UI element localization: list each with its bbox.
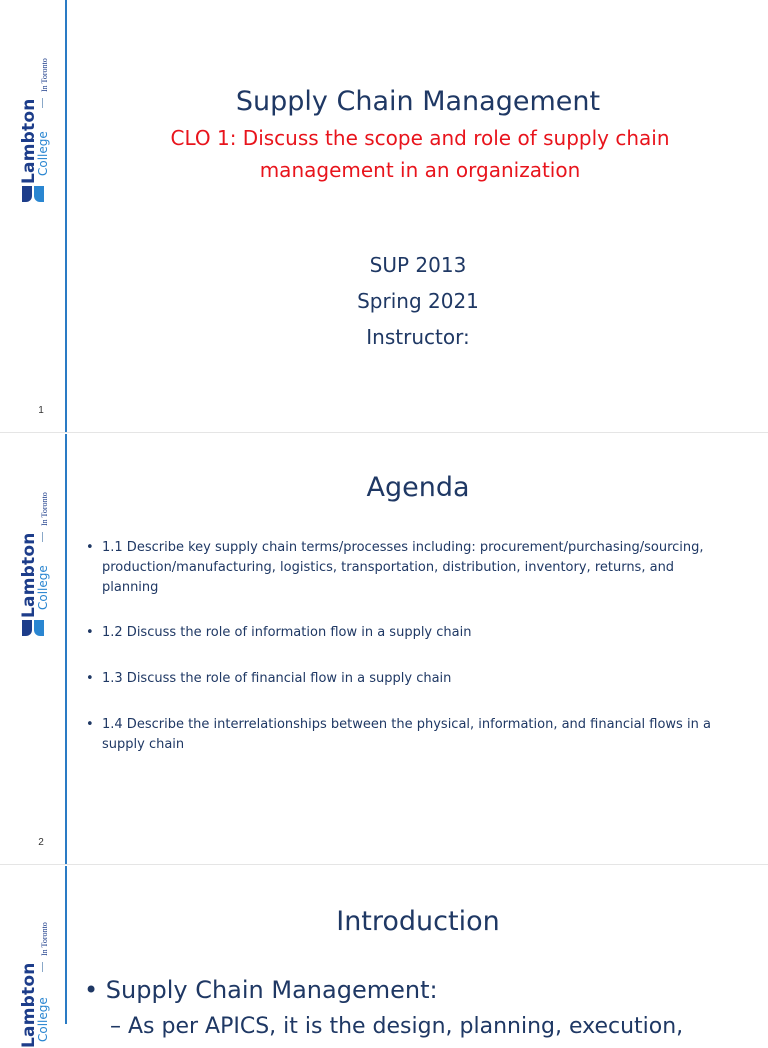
clo-subtitle: CLO 1: Discuss the scope and role of supply chain management in an organization <box>140 122 700 186</box>
agenda-item-text: 1.4 Describe the interrelationships between the physical, information, and financial flows in a supply chain <box>102 715 726 755</box>
logo-sub-text: College <box>36 997 50 1042</box>
logo-sub-text: College <box>36 565 50 610</box>
slide-2 <box>0 434 768 864</box>
slide-separator <box>0 432 768 433</box>
bullet-icon: • <box>86 623 94 643</box>
logo-divider <box>42 962 43 972</box>
logo-sub-text: College <box>36 131 50 176</box>
slide-1 <box>0 0 768 432</box>
slide-1-title: Supply Chain Management <box>68 86 768 117</box>
slide-3-title: Introduction <box>68 906 768 937</box>
logo-location-text: In Toronto <box>40 58 49 92</box>
slide-separator <box>0 864 768 865</box>
course-code: SUP 2013 <box>68 247 768 283</box>
intro-bullet <box>84 976 438 1004</box>
agenda-item-4 <box>86 715 726 757</box>
bullet-icon: • <box>86 669 94 689</box>
logo-divider <box>42 532 43 542</box>
logo-brand-text: Lambton <box>19 99 39 185</box>
agenda-item-text: 1.1 Describe key supply chain terms/processes including: procurement/purchasing/sourcing, production/manufacturing, logistics, transportation, distribution, inventory, returns, and planning <box>102 538 726 598</box>
bullet-icon: • <box>84 976 98 1004</box>
intro-bullet-text: Supply Chain Management: <box>106 976 438 1004</box>
lambton-college-logo <box>14 434 54 644</box>
agenda-item-text: 1.2 Discuss the role of information flow in a supply chain <box>102 623 726 643</box>
agenda-item-1 <box>86 538 726 600</box>
slide-2-title: Agenda <box>68 472 768 503</box>
intro-sub-bullet: – As per APICS, it is the design, planning, execution, <box>110 1014 683 1039</box>
slide-3 <box>0 866 768 1024</box>
logo-brand-text: Lambton <box>19 963 39 1048</box>
slide-number: 2 <box>30 837 52 848</box>
lambton-college-logo <box>14 0 54 210</box>
course-term: Spring 2021 <box>68 283 768 319</box>
agenda-item-text: 1.3 Discuss the role of financial flow in a supply chain <box>102 669 726 689</box>
logo-location-text: In Toronto <box>40 922 49 956</box>
instructor-label: Instructor: <box>68 319 768 355</box>
slide-number: 1 <box>30 405 52 416</box>
logo-divider <box>42 98 43 108</box>
lambton-mark-icon <box>20 620 46 640</box>
agenda-item-3 <box>86 669 726 691</box>
logo-location-text: In Toronto <box>40 492 49 526</box>
bullet-icon: • <box>86 538 94 558</box>
agenda-item-2 <box>86 623 726 645</box>
bullet-icon: • <box>86 715 94 735</box>
lambton-mark-icon <box>20 186 46 206</box>
lambton-college-logo <box>14 866 54 1024</box>
logo-brand-text: Lambton <box>19 533 39 619</box>
